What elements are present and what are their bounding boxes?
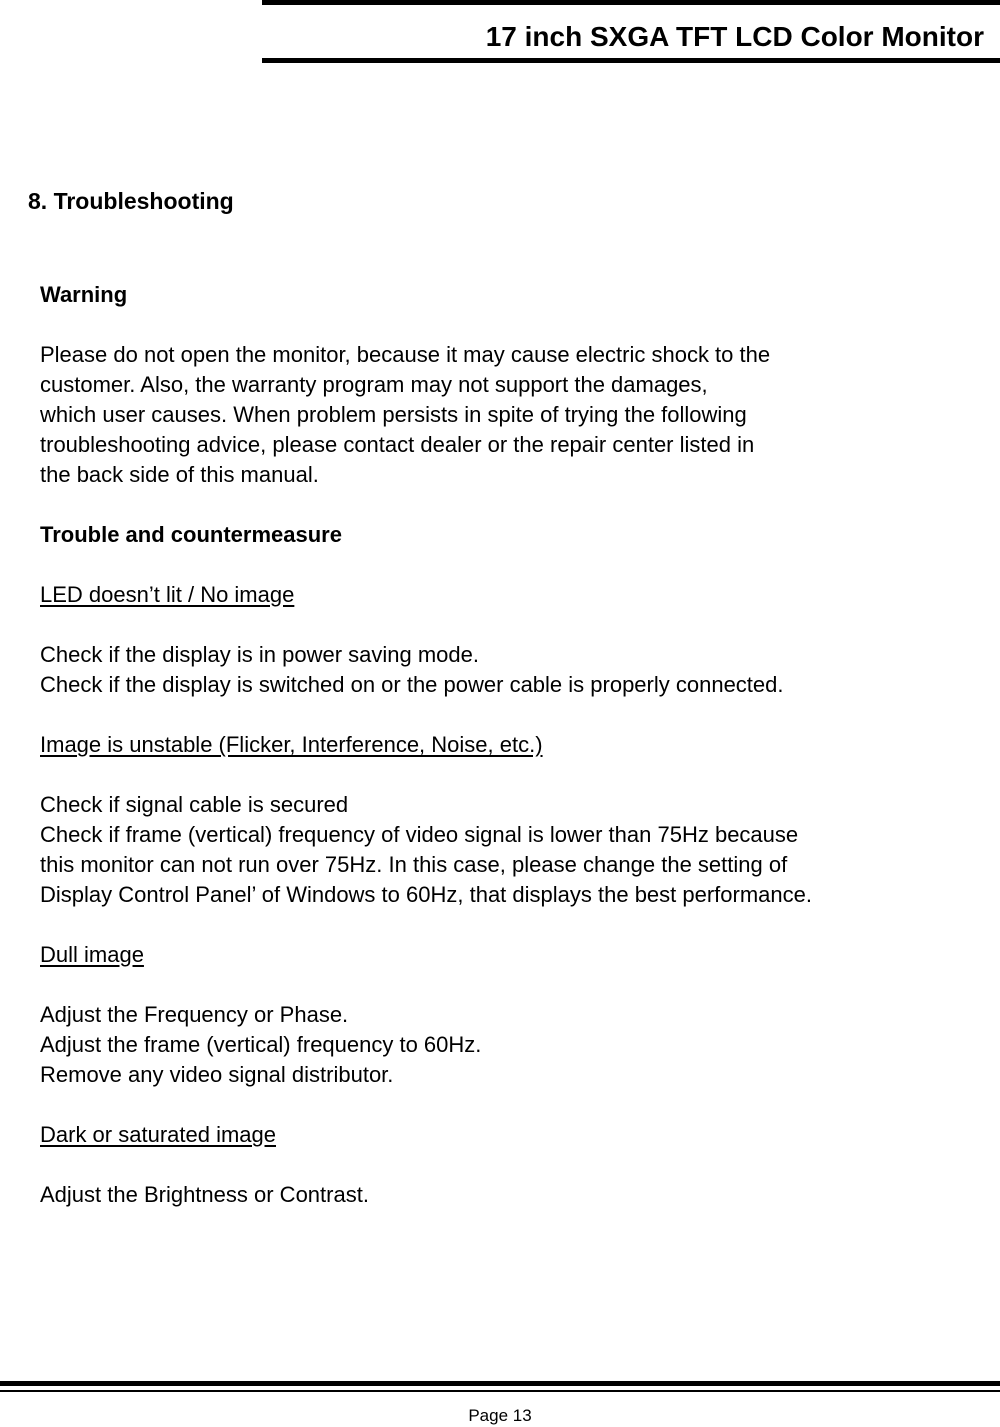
trouble-item-title: Dull image [40,942,144,967]
trouble-item-title: LED doesn’t lit / No image [40,582,295,607]
trouble-item-line: Adjust the frame (vertical) frequency to 60Hz. [40,1032,482,1057]
warning-line: which user causes. When problem persists in spite of trying the following [40,402,747,427]
section-title: 8. Troubleshooting [28,188,234,214]
trouble-heading: Trouble and countermeasure [40,522,342,547]
warning-line: troubleshooting advice, please contact dealer or the repair center listed in [40,432,755,457]
trouble-item-line: Display Control Panel’ of Windows to 60Hz, that displays the best performance. [40,882,812,907]
trouble-item-line: Check if frame (vertical) frequency of video signal is lower than 75Hz because [40,822,799,847]
trouble-item-line: Adjust the Frequency or Phase. [40,1002,349,1027]
document-title: 17 inch SXGA TFT LCD Color Monitor [485,21,984,52]
trouble-item-line: Check if the display is in power saving mode. [40,642,479,667]
trouble-item-line: this monitor can not run over 75Hz. In this case, please change the setting of [40,852,788,877]
troubleshooting-content [40,280,980,1210]
trouble-item-line: Remove any video signal distributor. [40,1062,394,1087]
trouble-item-title: Image is unstable (Flicker, Interference, Noise, etc.) [40,732,543,757]
trouble-item-line: Adjust the Brightness or Contrast. [40,1182,369,1207]
page-number: Page 13 [468,1406,532,1425]
warning-heading: Warning [40,282,128,307]
footer-rule-thick [0,1381,1000,1386]
footer-rule-thin [0,1390,1000,1392]
warning-line: customer. Also, the warranty program may not support the damages, [40,372,708,397]
trouble-item-line: Check if signal cable is secured [40,792,349,817]
trouble-item-title: Dark or saturated image [40,1122,276,1147]
warning-line: the back side of this manual. [40,462,319,487]
header-rule-bottom [262,58,1000,63]
header-rule-top [262,0,1000,5]
trouble-item-line: Check if the display is switched on or the power cable is properly connected. [40,672,784,697]
warning-line: Please do not open the monitor, because it may cause electric shock to the [40,342,771,367]
